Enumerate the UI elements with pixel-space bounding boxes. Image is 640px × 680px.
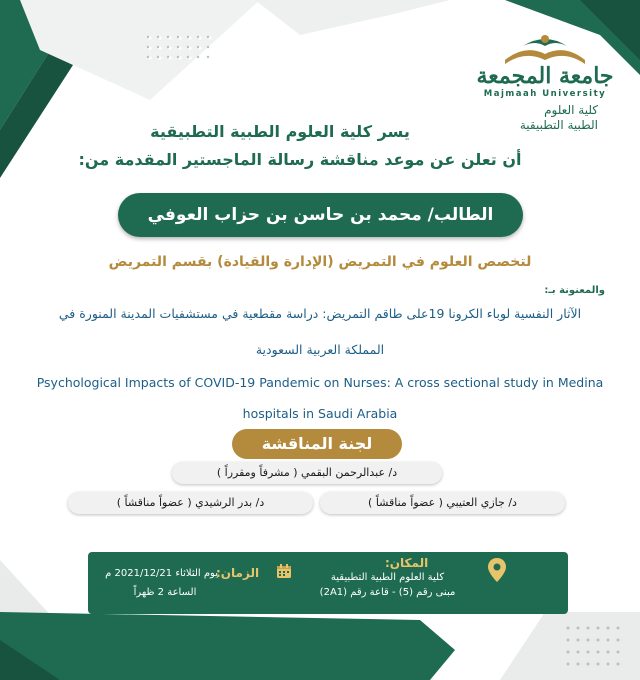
committee-member-examiner-1: د/ جازي العتيبي ( عضواً مناقشاً ): [320, 492, 565, 514]
time-label: الزمان:: [216, 566, 260, 580]
announcement-line-2: أن تعلن عن موعد مناقشة رسالة الماجستير المقدمة من:: [78, 150, 522, 169]
student-name-bar: الطالب/ محمد بن حاسن بن حزاب العوفي: [118, 193, 523, 237]
committee-member-examiner-2: د/ بدر الرشيدي ( عضواً مناقشاً ): [68, 492, 313, 514]
calendar-icon: [276, 563, 292, 579]
bottom-left-green-band: [0, 612, 455, 680]
top-right-grey-shape: [255, 0, 450, 35]
thesis-arabic-title-line-2: المملكة العربية السعودية: [255, 342, 385, 357]
announcement-line-1: يسر كلية العلوم الطبية التطبيقية: [150, 122, 410, 141]
place-line-1: كلية العلوم الطبية التطبيقية: [330, 572, 445, 583]
university-arabic-name: جامعة المجمعة: [476, 63, 614, 89]
book-emblem-icon: [495, 30, 595, 66]
specialization-text: لتخصص العلوم في التمريض (الإدارة والقيادة) بقسم التمريض: [108, 254, 532, 270]
location-pin-icon: [487, 557, 507, 583]
thesis-english-title-line-1: Psychological Impacts of COVID-19 Pandemic on Nurses: A cross sectional study in Medina: [36, 375, 604, 390]
time-line-1: يوم الثلاثاء 2021/12/21 م: [105, 568, 218, 579]
thesis-english-title-line-2: hospitals in Saudi Arabia: [242, 406, 398, 421]
place-line-2: مبنى رقم (5) - قاعة رقم (2A1): [319, 587, 456, 598]
committee-title: لجنة المناقشة: [232, 429, 402, 459]
college-line-2: الطبية التطبيقية: [519, 118, 598, 132]
time-line-2: الساعة 2 ظهراً: [133, 587, 197, 598]
committee-member-supervisor: د/ عبدالرحمن البقمي ( مشرفاً ومقرراً ): [172, 462, 442, 484]
university-english-name: Majmaah University: [483, 89, 607, 99]
titled-label: والمعنونة بـ:: [544, 285, 605, 296]
bottom-right-grey-shape: [500, 612, 640, 680]
place-label: المكان:: [385, 556, 429, 570]
college-line-1: كلية العلوم: [544, 103, 598, 117]
thesis-arabic-title-line-1: الآثار النفسية لوباء الكرونا 19على طاقم التمريض: دراسة مقطعية في مستشفيات المدينة المنورة في: [58, 306, 582, 321]
